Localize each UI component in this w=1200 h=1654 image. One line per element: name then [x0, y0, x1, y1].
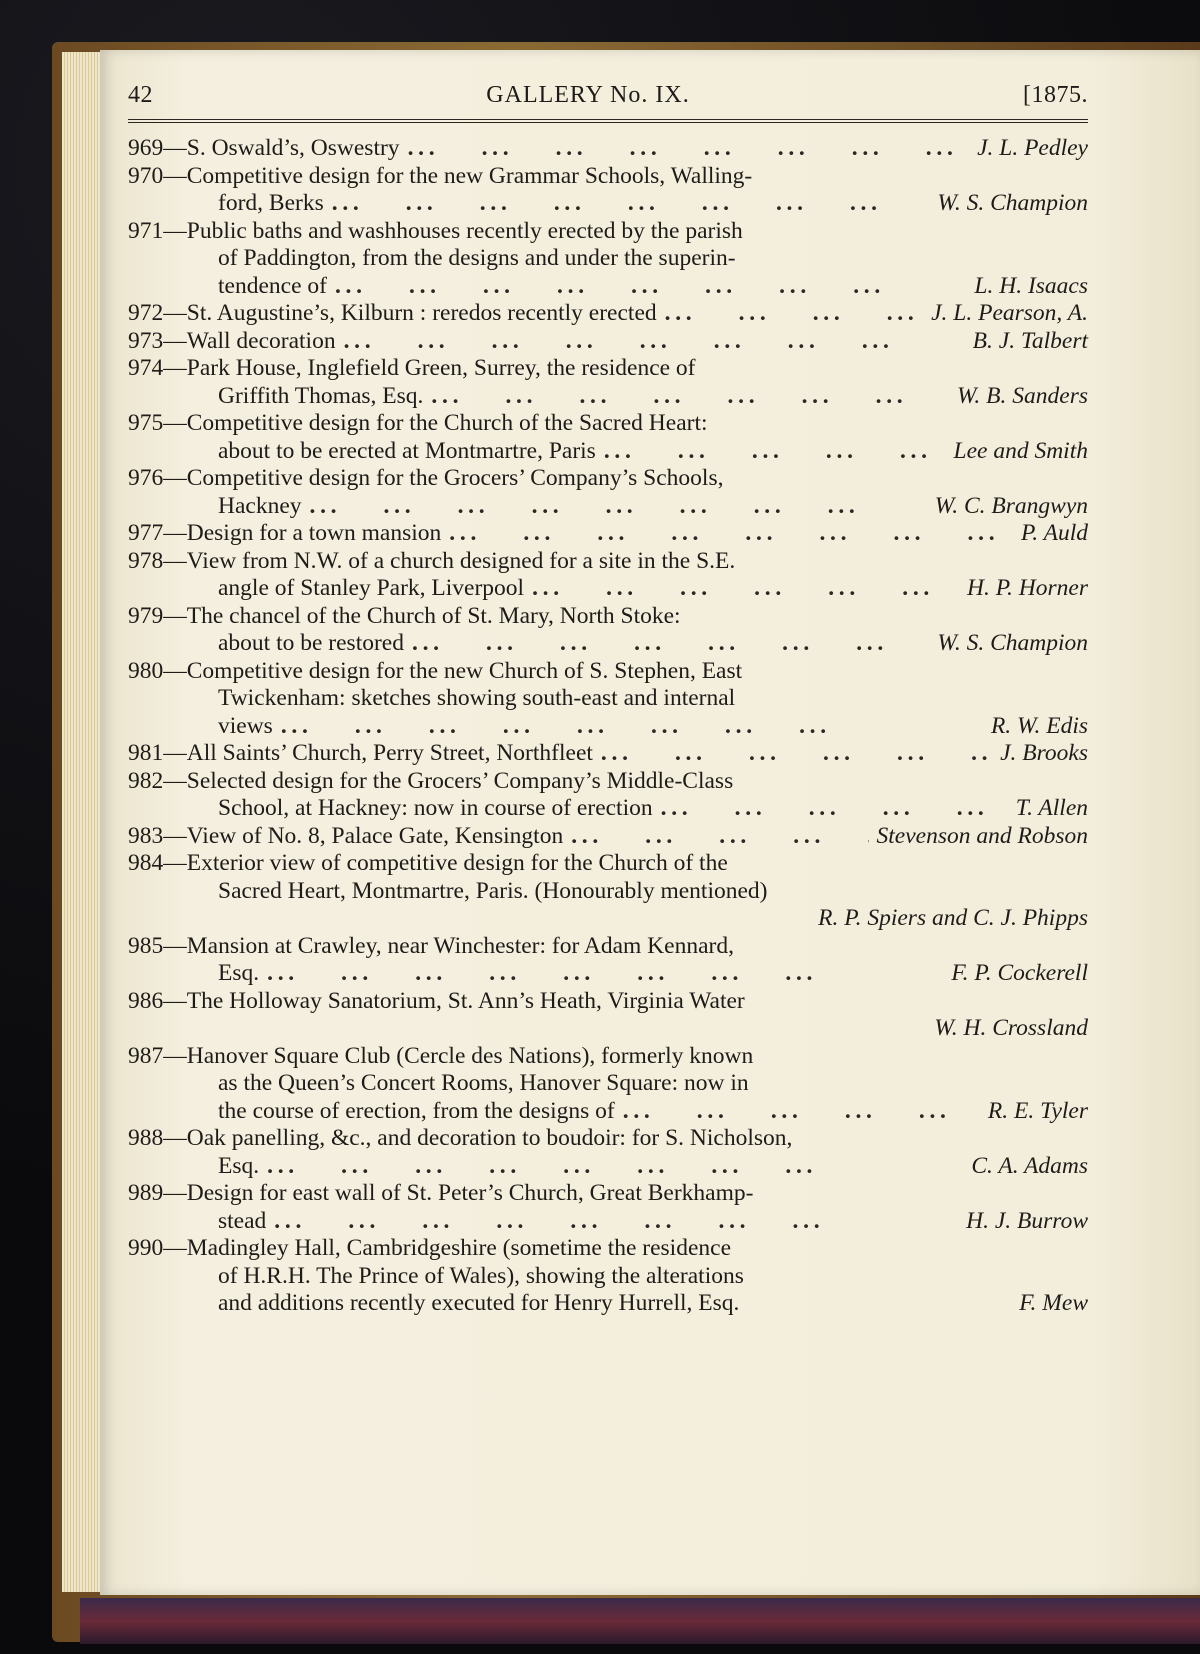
entry-text: angle of Stanley Park, Liverpool: [218, 575, 525, 601]
entry-first-line: [128, 218, 1088, 246]
entry-first-line: [128, 658, 1088, 686]
catalogue-entry: [128, 135, 1088, 163]
leader-dots: [408, 135, 970, 163]
leader-dots: [310, 493, 927, 521]
entry-text: of Paddington, from the designs and under the superin-: [218, 245, 736, 271]
architect-name: W. S. Champion: [937, 190, 1088, 216]
gallery-title: GALLERY No. IX.: [486, 82, 690, 108]
catalogue-entry: [128, 988, 1088, 1043]
catalogue-entry: [128, 823, 1088, 851]
entry-continuation-line: [128, 795, 1088, 823]
entry-text: 974—Park House, Inglefield Green, Surrey, the residence of: [128, 355, 696, 381]
entry-first-line: [128, 933, 1088, 961]
leader-dots: [412, 630, 929, 658]
leader-dots: [274, 1208, 958, 1236]
entry-first-line: [128, 603, 1088, 631]
entry-first-line: [128, 548, 1088, 576]
leader-dots: [661, 795, 1008, 823]
entry-first-line: [128, 300, 1088, 328]
catalogue-entry: [128, 933, 1088, 988]
entry-text: 975—Competitive design for the Church of the Sacred Heart:: [128, 410, 708, 436]
entry-text: 990—Madingley Hall, Cambridgeshire (sometime the residence: [128, 1235, 732, 1261]
entry-continuation-line: [128, 685, 1088, 713]
entry-first-line: [128, 135, 1088, 163]
entry-continuation-line: [128, 493, 1088, 521]
entry-first-line: [128, 1180, 1088, 1208]
leader-dots: [601, 740, 992, 768]
catalogue-entry: [128, 658, 1088, 741]
entry-first-line: [128, 520, 1088, 548]
entry-text: Twickenham: sketches showing south-east and internal: [218, 685, 736, 711]
entry-first-line: [128, 768, 1088, 796]
entry-text: 981—All Saints’ Church, Perry Street, Northfleet: [128, 740, 593, 766]
entry-text: as the Queen’s Concert Rooms, Hanover Square: now in: [218, 1070, 749, 1096]
page-number: 42: [128, 82, 153, 108]
architect-name: W. H. Crossland: [934, 1015, 1088, 1041]
entry-first-line: [128, 465, 1088, 493]
entry-text: Sacred Heart, Montmartre, Paris. (Honourably mentioned): [218, 877, 768, 904]
catalogue-entry: [128, 163, 1088, 218]
leader-dots: [571, 823, 868, 851]
entry-text: 979—The chancel of the Church of St. Mary, North Stoke:: [128, 602, 681, 629]
catalogue-entry: [128, 1043, 1088, 1126]
running-header: [128, 82, 1088, 119]
entry-continuation-line: [128, 1070, 1088, 1098]
architect-name: F. Mew: [1019, 1290, 1088, 1316]
entry-text: 976—Competitive design for the Grocers’ Company’s Schools,: [128, 465, 724, 491]
year: [1875.: [1023, 82, 1088, 108]
entry-text: 982—Selected design for the Grocers’ Company’s Middle-Class: [128, 767, 734, 794]
page-content: [128, 82, 1088, 1318]
catalogue-entry: [128, 1235, 1088, 1318]
architect-name: W. B. Sanders: [957, 382, 1088, 409]
catalogue-entry: [128, 850, 1088, 933]
entry-first-line: [128, 988, 1088, 1016]
architect-line: [128, 1015, 1088, 1043]
entry-text: 986—The Holloway Sanatorium, St. Ann’s Heath, Virginia Water: [128, 987, 745, 1014]
entry-text: 972—St. Augustine’s, Kilburn : reredos recently erected: [128, 300, 657, 326]
entry-text: the course of erection, from the designs of: [218, 1097, 615, 1124]
marbled-endpaper: [80, 1598, 1200, 1644]
entry-text: 969—S. Oswald’s, Oswestry: [128, 135, 400, 161]
leader-dots: [449, 520, 1013, 548]
entry-first-line: [128, 823, 1088, 851]
architect-line: [128, 905, 1088, 933]
entry-continuation-line: [128, 438, 1088, 466]
leader-dots: [332, 190, 930, 218]
catalogue-entry: [128, 328, 1088, 356]
entry-first-line: [128, 1043, 1088, 1071]
leader-dots: [281, 713, 983, 741]
architect-name: Lee and Smith: [953, 437, 1088, 464]
entry-continuation-line: [128, 383, 1088, 411]
entry-text: Griffith Thomas, Esq.: [218, 382, 424, 409]
entry-text: 983—View of No. 8, Palace Gate, Kensington: [128, 822, 564, 849]
leader-dots: [344, 328, 965, 356]
entry-text: 978—View from N.W. of a church designed for a site in the S.E.: [128, 547, 736, 574]
architect-name: L. H. Isaacs: [974, 272, 1088, 299]
architect-name: H. P. Horner: [967, 575, 1088, 601]
architect-name: P. Auld: [1020, 520, 1088, 546]
entry-continuation-line: [128, 1153, 1088, 1181]
header-rule: [128, 119, 1088, 123]
entry-text: 977—Design for a town mansion: [128, 520, 442, 546]
architect-name: T. Allen: [1015, 795, 1088, 821]
entry-continuation-line: [128, 630, 1088, 658]
leader-dots: [604, 438, 946, 466]
catalogue-entry: [128, 603, 1088, 658]
catalogue-entry: [128, 355, 1088, 410]
entry-text: 987—Hanover Square Club (Cercle des Nations), formerly known: [128, 1042, 754, 1069]
entry-continuation-line: [128, 878, 1088, 906]
architect-name: F. P. Cockerell: [951, 960, 1088, 986]
entry-first-line: [128, 740, 1088, 768]
catalogue-entry: [128, 1180, 1088, 1235]
architect-name: W. C. Brangwyn: [934, 492, 1088, 519]
entry-text: Esq.: [218, 960, 260, 986]
entry-text: 980—Competitive design for the new Church of S. Stephen, East: [128, 657, 743, 684]
architect-name: B. J. Talbert: [972, 327, 1088, 354]
architect-name: J. Brooks: [1000, 740, 1088, 766]
entry-text: 973—Wall decoration: [128, 327, 336, 354]
entry-text: and additions recently executed for Henry Hurrell, Esq.: [218, 1290, 740, 1316]
architect-name: J. L. Pedley: [977, 135, 1088, 161]
entry-text: ford, Berks: [218, 190, 324, 216]
architect-name: C. A. Adams: [971, 1152, 1088, 1179]
leader-dots: [267, 1153, 963, 1181]
entry-text: tendence of: [218, 272, 327, 299]
entry-text: 970—Competitive design for the new Grammar Schools, Walling-: [128, 162, 753, 189]
entry-continuation-line: [128, 245, 1088, 273]
entry-text: of H.R.H. The Prince of Wales), showing the alterations: [218, 1262, 744, 1289]
catalogue-entry: [128, 410, 1088, 465]
catalogue-entries: [128, 135, 1088, 1318]
entry-continuation-line: [128, 960, 1088, 988]
leader-dots: [623, 1098, 980, 1126]
leader-dots: [335, 273, 966, 301]
entry-text: 985—Mansion at Crawley, near Winchester: for Adam Kennard,: [128, 932, 734, 959]
entry-continuation-line: [128, 273, 1088, 301]
entry-text: 989—Design for east wall of St. Peter’s Church, Great Berkhamp-: [128, 1180, 754, 1206]
entry-continuation-line: [128, 1208, 1088, 1236]
leader-dots: [431, 383, 949, 411]
entry-text: about to be restored: [218, 630, 404, 656]
entry-first-line: [128, 410, 1088, 438]
entry-text: stead: [218, 1207, 267, 1234]
entry-text: 971—Public baths and washhouses recently erected by the parish: [128, 217, 743, 244]
leader-dots: [665, 300, 923, 328]
entry-continuation-line: [128, 575, 1088, 603]
catalogue-entry: [128, 218, 1088, 301]
entry-text: 988—Oak panelling, &c., and decoration to boudoir: for S. Nicholson,: [128, 1125, 793, 1151]
entry-text: School, at Hackney: now in course of erection: [218, 795, 653, 821]
entry-first-line: [128, 355, 1088, 383]
entry-continuation-line: [128, 1290, 1088, 1318]
leader-dots: [532, 575, 959, 603]
catalogue-entry: [128, 1125, 1088, 1180]
entry-first-line: [128, 1125, 1088, 1153]
architect-name: W. S. Champion: [937, 630, 1088, 656]
entry-first-line: [128, 1235, 1088, 1263]
entry-text: Esq.: [218, 1152, 260, 1179]
architect-name: R. E. Tyler: [987, 1097, 1088, 1124]
architect-name: R. W. Edis: [990, 712, 1088, 739]
entry-text: 984—Exterior view of competitive design for the Church of the: [128, 850, 728, 876]
catalogue-entry: [128, 740, 1088, 768]
leader-dots: [267, 960, 943, 988]
architect-name: R. P. Spiers and C. J. Phipps: [818, 905, 1088, 931]
architect-name: Stevenson and Robson: [876, 822, 1088, 849]
entry-text: Hackney: [218, 492, 302, 519]
architect-name: H. J. Burrow: [966, 1207, 1088, 1234]
architect-name: J. L. Pearson, A.: [931, 300, 1088, 326]
catalogue-entry: [128, 300, 1088, 328]
catalogue-entry: [128, 465, 1088, 520]
entry-text: about to be erected at Montmartre, Paris: [218, 437, 596, 464]
entry-continuation-line: [128, 1263, 1088, 1291]
catalogue-entry: [128, 548, 1088, 603]
entry-first-line: [128, 850, 1088, 878]
entry-text: views: [218, 712, 273, 739]
catalogue-entry: [128, 520, 1088, 548]
catalogue-entry: [128, 768, 1088, 823]
entry-first-line: [128, 328, 1088, 356]
entry-first-line: [128, 163, 1088, 191]
entry-continuation-line: [128, 190, 1088, 218]
entry-continuation-line: [128, 1098, 1088, 1126]
entry-continuation-line: [128, 713, 1088, 741]
